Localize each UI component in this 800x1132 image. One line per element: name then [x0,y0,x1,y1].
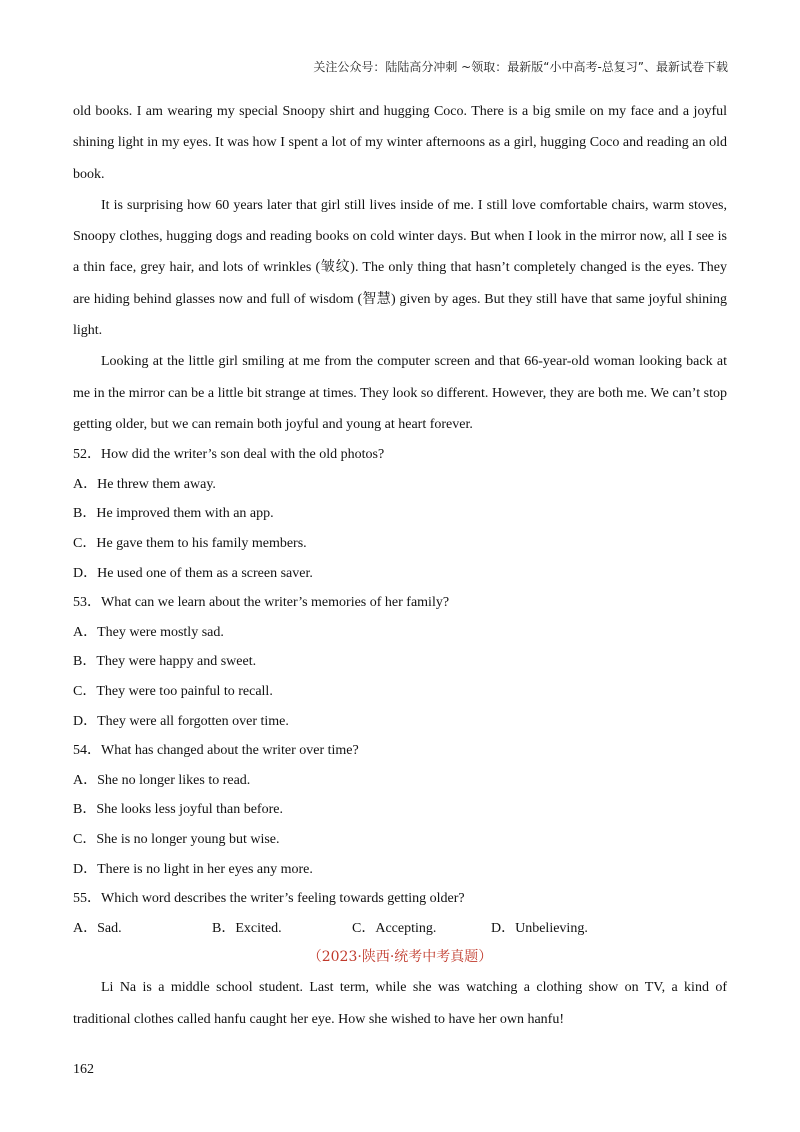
option-b: B．She looks less joyful than before. [73,802,283,818]
question-stem: 53．What can we learn about the writer’s memories of her family? [73,595,450,611]
question-53 [73,588,727,736]
passage-paragraph-1: old books. I am wearing my special Snoopy shirt and hugging Coco. There is a big smile on my face and a joyful shining light in my eyes. It was how I spent a lot of my winter afternoons as a girl, hugging Coco and reading an old book. [73,104,727,182]
next-passage-paragraph: Li Na is a middle school student. Last term, while she was watching a clothing show on TV, a kind of traditional clothes called hanfu caught her eye. How she wished to have her own hanfu! [73,980,727,1027]
source-citation: （2023·陕西·统考中考真题） [307,949,493,966]
option-d: D．Unbelieving. [491,920,588,936]
page-content [73,96,727,1035]
question-stem: 52．How did the writer’s son deal with the old photos? [73,447,385,463]
question-stem: 54．What has changed about the writer over time? [73,743,359,759]
option-a: A．Sad. [73,920,122,936]
passage-paragraph-3: Looking at the little girl smiling at me from the computer screen and that 66-year-old woman looking back at me in the mirror can be a little bit strange at times. They look so different. However, they are both me. We can’t stop getting older, but we can remain both joyful and young at heart forever. [73,354,727,432]
passage-paragraph-2: It is surprising how 60 years later that girl still lives inside of me. I still love comfortable chairs, warm stoves, Snoopy clothes, hugging dogs and reading books on cold winter days. But when I look in the mirror now, all I see is a thin face, grey hair, and lots of wrinkles (皱纹). The only thing that hasn’t completely changed is the eyes. They are hiding behind glasses now and full of wisdom (智慧) given by ages. But they still have that same joyful shining light. [73,197,727,339]
option-a: A．She no longer likes to read. [73,772,251,788]
option-a: A．He threw them away. [73,476,216,492]
question-52 [73,440,727,588]
question-stem: 55．Which word describes the writer’s feeling towards getting older? [73,891,465,907]
option-d: D．There is no light in her eyes any more. [73,861,313,877]
option-b: B．They were happy and sweet. [73,654,257,670]
option-c: C．He gave them to his family members. [73,536,307,552]
option-c: C．She is no longer young but wise. [73,831,280,847]
option-d: D．They were all forgotten over time. [73,713,289,729]
question-54 [73,736,727,884]
option-d: D．He used one of them as a screen saver. [73,565,313,581]
option-c: C．They were too painful to recall. [73,684,273,700]
page-header: 关注公众号：陆陆高分冲刺 ~领取：最新版“小中高考-总复习”、最新试卷下载 [313,60,728,74]
option-c: C．Accepting. [352,920,437,936]
option-b: B．He improved them with an app. [73,506,274,522]
options-row [73,914,727,944]
option-a: A．They were mostly sad. [73,624,224,640]
question-55 [73,884,727,943]
page-number: 162 [73,1062,94,1077]
option-b: B．Excited. [212,920,282,936]
